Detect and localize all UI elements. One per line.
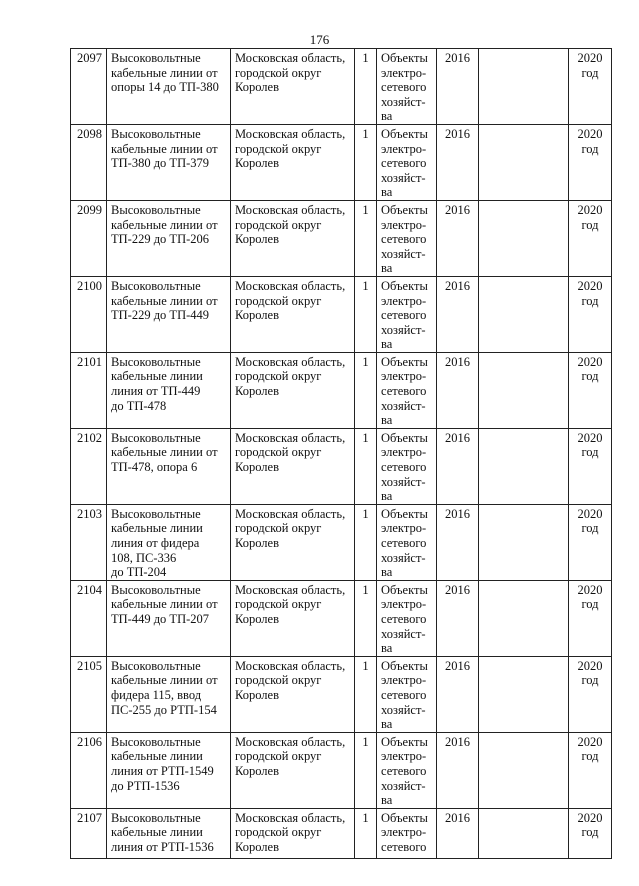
quantity-cell: 1 — [355, 276, 377, 352]
object-name-line: кабельные линии — [111, 749, 203, 764]
table-body — [71, 49, 612, 859]
note-cell — [479, 200, 569, 276]
object-name-line: опоры 14 до ТП-380 — [111, 80, 219, 95]
year-cell: 2016 — [437, 808, 479, 858]
location-line: Королев — [235, 80, 279, 95]
table-row — [71, 656, 612, 732]
location-line: городской округ — [235, 65, 322, 80]
note-cell — [479, 732, 569, 808]
object-type-cell — [377, 352, 437, 428]
object-type-line: сетевого — [381, 460, 427, 475]
object-type-line: хозяйст- — [381, 778, 426, 793]
note-cell — [479, 124, 569, 200]
object-type-line: Объекты — [381, 278, 428, 293]
object-type-line: хозяйст- — [381, 94, 426, 109]
deadline-cell — [569, 124, 612, 200]
location-cell — [231, 124, 355, 200]
object-type-line: хозяйст- — [381, 626, 426, 641]
note-cell — [479, 428, 569, 504]
object-name-line: до ТП-204 — [111, 565, 167, 580]
object-name-line: до РТП-1536 — [111, 778, 180, 793]
location-cell — [231, 656, 355, 732]
location-cell — [231, 49, 355, 125]
object-type-cell — [377, 504, 437, 580]
object-type-line: электро- — [381, 521, 427, 536]
deadline-line: 2020 — [577, 430, 603, 445]
object-type-line: Объекты — [381, 354, 428, 369]
deadline-line: год — [581, 293, 599, 308]
deadline-line: год — [581, 749, 599, 764]
quantity-cell: 1 — [355, 124, 377, 200]
object-type-line: Объекты — [381, 810, 428, 825]
object-name-line: кабельные линии от — [111, 597, 218, 612]
location-line: Королев — [235, 536, 279, 550]
deadline-cell — [569, 808, 612, 858]
location-cell — [231, 732, 355, 808]
deadline-line: год — [581, 825, 599, 840]
location-line: Королев — [235, 687, 279, 702]
object-name-line: кабельные линии от — [111, 65, 218, 80]
table-row — [71, 504, 612, 580]
object-name-line: кабельные линии — [111, 825, 203, 840]
object-name-cell — [107, 732, 231, 808]
location-line: Королев — [235, 460, 279, 475]
object-type-cell — [377, 124, 437, 200]
location-line: Московская область, — [235, 582, 346, 597]
deadline-line: год — [581, 369, 599, 384]
table-row — [71, 732, 612, 808]
quantity-cell: 1 — [355, 428, 377, 504]
year-cell: 2016 — [437, 656, 479, 732]
deadline-line: 2020 — [577, 202, 603, 217]
object-type-line: сетевого — [381, 687, 427, 702]
deadline-line: 2020 — [577, 810, 603, 825]
note-cell — [479, 656, 569, 732]
location-cell — [231, 200, 355, 276]
year-cell: 2016 — [437, 580, 479, 656]
object-type-line: хозяйст- — [381, 170, 426, 185]
deadline-line: 2020 — [577, 658, 603, 673]
location-line: Королев — [235, 156, 279, 171]
deadline-line: год — [581, 445, 599, 460]
object-type-cell — [377, 276, 437, 352]
deadline-cell — [569, 504, 612, 580]
object-name-line: кабельные линии от — [111, 141, 218, 156]
object-type-line: ва — [381, 793, 393, 808]
object-name-line: Высоковольтные — [111, 202, 201, 217]
year-cell: 2016 — [437, 732, 479, 808]
deadline-line: год — [581, 65, 599, 80]
object-name-line: Высоковольтные — [111, 278, 201, 293]
deadline-line: год — [581, 521, 599, 536]
quantity-cell: 1 — [355, 200, 377, 276]
deadline-line: год — [581, 597, 599, 612]
deadline-cell — [569, 49, 612, 125]
location-line: городской округ — [235, 597, 322, 612]
location-cell — [231, 276, 355, 352]
deadline-line: год — [581, 141, 599, 156]
location-line: городской округ — [235, 673, 322, 688]
deadline-cell — [569, 732, 612, 808]
deadline-cell — [569, 580, 612, 656]
object-type-line: сетевого — [381, 308, 427, 323]
object-type-line: ва — [381, 489, 393, 504]
object-type-line: Объекты — [381, 51, 428, 65]
object-type-line: ва — [381, 641, 393, 656]
object-type-line: хозяйст- — [381, 702, 426, 717]
object-name-cell — [107, 352, 231, 428]
object-type-line: ва — [381, 717, 393, 732]
table-row — [71, 808, 612, 858]
object-name-cell — [107, 428, 231, 504]
object-type-line: сетевого — [381, 763, 427, 778]
year-cell: 2016 — [437, 504, 479, 580]
location-line: Королев — [235, 611, 279, 626]
object-name-line: фидера 115, ввод — [111, 687, 202, 702]
object-type-cell — [377, 49, 437, 125]
object-type-line: хозяйст- — [381, 550, 426, 565]
object-name-line: кабельные линии — [111, 369, 203, 384]
year-cell: 2016 — [437, 124, 479, 200]
note-cell — [479, 808, 569, 858]
location-line: Московская область, — [235, 202, 346, 217]
year-cell: 2016 — [437, 49, 479, 125]
quantity-cell: 1 — [355, 732, 377, 808]
location-line: Королев — [235, 839, 279, 854]
object-type-line: Объекты — [381, 430, 428, 445]
location-line: городской округ — [235, 141, 322, 156]
object-name-line: Высоковольтные — [111, 126, 201, 141]
object-name-line: ПС-255 до РТП-154 — [111, 702, 217, 717]
object-name-line: ТП-229 до ТП-449 — [111, 308, 210, 323]
note-cell — [479, 580, 569, 656]
row-number-cell: 2107 — [71, 808, 107, 858]
object-type-line: хозяйст- — [381, 246, 426, 261]
object-name-line: линия от фидера — [111, 536, 200, 550]
row-number-cell: 2101 — [71, 352, 107, 428]
object-type-line: хозяйст- — [381, 322, 426, 337]
object-type-line: Объекты — [381, 506, 428, 521]
object-name-line: Высоковольтные — [111, 51, 201, 65]
object-type-cell — [377, 580, 437, 656]
location-line: городской округ — [235, 445, 322, 460]
deadline-line: 2020 — [577, 582, 603, 597]
row-number-cell: 2104 — [71, 580, 107, 656]
object-type-cell — [377, 200, 437, 276]
deadline-line: год — [581, 217, 599, 232]
location-line: Королев — [235, 384, 279, 399]
deadline-line: 2020 — [577, 51, 603, 65]
table-row — [71, 276, 612, 352]
location-line: городской округ — [235, 749, 322, 764]
object-type-cell — [377, 428, 437, 504]
object-type-line: ва — [381, 261, 393, 276]
table-row — [71, 124, 612, 200]
location-line: городской округ — [235, 369, 322, 384]
row-number-cell: 2097 — [71, 49, 107, 125]
object-type-line: сетевого — [381, 536, 427, 550]
object-type-line: ва — [381, 413, 393, 428]
object-name-cell — [107, 49, 231, 125]
location-line: Московская область, — [235, 430, 346, 445]
quantity-cell: 1 — [355, 580, 377, 656]
object-type-line: сетевого — [381, 611, 427, 626]
object-type-line: электро- — [381, 673, 427, 688]
object-type-line: электро- — [381, 445, 427, 460]
note-cell — [479, 504, 569, 580]
object-name-line: кабельные линии от — [111, 217, 218, 232]
object-name-cell — [107, 504, 231, 580]
object-type-line: электро- — [381, 217, 427, 232]
object-name-line: 108, ПС-336 — [111, 550, 177, 565]
deadline-line: год — [581, 673, 599, 688]
object-name-cell — [107, 124, 231, 200]
object-type-line: Объекты — [381, 734, 428, 749]
object-type-line: электро- — [381, 749, 427, 764]
row-number-cell: 2105 — [71, 656, 107, 732]
deadline-cell — [569, 352, 612, 428]
object-type-line: сетевого — [381, 232, 427, 247]
table-row — [71, 352, 612, 428]
row-number-cell: 2098 — [71, 124, 107, 200]
object-name-line: Высоковольтные — [111, 658, 201, 673]
quantity-cell: 1 — [355, 808, 377, 858]
object-type-cell — [377, 732, 437, 808]
location-cell — [231, 504, 355, 580]
row-number-cell: 2100 — [71, 276, 107, 352]
location-cell — [231, 428, 355, 504]
deadline-line: 2020 — [577, 278, 603, 293]
location-line: Московская область, — [235, 734, 346, 749]
object-type-line: хозяйст- — [381, 398, 426, 413]
object-name-line: ТП-229 до ТП-206 — [111, 232, 210, 247]
location-line: Королев — [235, 232, 279, 247]
object-name-cell — [107, 656, 231, 732]
register-table — [70, 48, 612, 859]
location-line: городской округ — [235, 825, 322, 840]
quantity-cell: 1 — [355, 49, 377, 125]
object-type-line: электро- — [381, 597, 427, 612]
row-number-cell: 2102 — [71, 428, 107, 504]
object-name-line: ТП-478, опора 6 — [111, 460, 198, 475]
row-number-cell: 2106 — [71, 732, 107, 808]
object-type-line: электро- — [381, 293, 427, 308]
object-name-line: линия от РТП-1549 — [111, 763, 214, 778]
object-name-line: линия от РТП-1536 — [111, 839, 214, 854]
deadline-line: 2020 — [577, 354, 603, 369]
object-name-line: кабельные линии от — [111, 673, 218, 688]
note-cell — [479, 276, 569, 352]
page-number: 176 — [309, 32, 330, 47]
object-name-line: кабельные линии от — [111, 293, 218, 308]
table-row — [71, 580, 612, 656]
object-name-cell — [107, 276, 231, 352]
table-row — [71, 49, 612, 125]
object-name-line: до ТП-478 — [111, 398, 167, 413]
location-line: Московская область, — [235, 126, 346, 141]
location-line: Королев — [235, 763, 279, 778]
object-type-line: ва — [381, 185, 393, 200]
object-type-line: сетевого — [381, 80, 427, 95]
location-line: Московская область, — [235, 658, 346, 673]
object-name-cell — [107, 200, 231, 276]
location-line: городской округ — [235, 521, 322, 536]
row-number-cell: 2099 — [71, 200, 107, 276]
deadline-line: 2020 — [577, 734, 603, 749]
location-line: городской округ — [235, 217, 322, 232]
note-cell — [479, 49, 569, 125]
object-type-cell — [377, 656, 437, 732]
object-name-line: Высоковольтные — [111, 810, 201, 825]
object-type-line: Объекты — [381, 658, 428, 673]
location-line: Московская область, — [235, 506, 346, 521]
location-line: Московская область, — [235, 278, 346, 293]
object-type-line: сетевого — [381, 384, 427, 399]
object-type-line: электро- — [381, 65, 427, 80]
object-name-line: кабельные линии — [111, 521, 203, 536]
deadline-cell — [569, 656, 612, 732]
location-line: Московская область, — [235, 810, 346, 825]
object-name-line: линия от ТП-449 — [111, 384, 201, 399]
row-number-cell: 2103 — [71, 504, 107, 580]
object-type-line: сетевого — [381, 839, 427, 854]
year-cell: 2016 — [437, 200, 479, 276]
object-name-line: Высоковольтные — [111, 430, 201, 445]
location-cell — [231, 352, 355, 428]
object-type-line: сетевого — [381, 156, 427, 171]
quantity-cell: 1 — [355, 352, 377, 428]
object-name-cell — [107, 808, 231, 858]
object-name-line: Высоковольтные — [111, 506, 201, 521]
location-line: Московская область, — [235, 51, 346, 65]
location-line: Королев — [235, 308, 279, 323]
object-type-line: ва — [381, 109, 393, 124]
location-line: Московская область, — [235, 354, 346, 369]
year-cell: 2016 — [437, 276, 479, 352]
deadline-cell — [569, 276, 612, 352]
object-name-line: ТП-380 до ТП-379 — [111, 156, 210, 171]
object-type-line: хозяйст- — [381, 474, 426, 489]
object-name-line: кабельные линии от — [111, 445, 218, 460]
quantity-cell: 1 — [355, 656, 377, 732]
object-type-line: электро- — [381, 141, 427, 156]
object-type-line: Объекты — [381, 126, 428, 141]
object-type-cell — [377, 808, 437, 858]
table-row — [71, 428, 612, 504]
object-name-line: Высоковольтные — [111, 582, 201, 597]
object-type-line: Объекты — [381, 582, 428, 597]
object-name-line: Высоковольтные — [111, 734, 201, 749]
location-cell — [231, 808, 355, 858]
deadline-line: 2020 — [577, 126, 603, 141]
object-name-cell — [107, 580, 231, 656]
deadline-cell — [569, 200, 612, 276]
object-name-line: Высоковольтные — [111, 354, 201, 369]
object-name-line: ТП-449 до ТП-207 — [111, 611, 210, 626]
object-type-line: электро- — [381, 369, 427, 384]
object-type-line: электро- — [381, 825, 427, 840]
quantity-cell: 1 — [355, 504, 377, 580]
table-row — [71, 200, 612, 276]
location-cell — [231, 580, 355, 656]
location-line: городской округ — [235, 293, 322, 308]
note-cell — [479, 352, 569, 428]
deadline-cell — [569, 428, 612, 504]
object-type-line: ва — [381, 337, 393, 352]
year-cell: 2016 — [437, 352, 479, 428]
object-type-line: Объекты — [381, 202, 428, 217]
deadline-line: 2020 — [577, 506, 603, 521]
year-cell: 2016 — [437, 428, 479, 504]
object-type-line: ва — [381, 565, 393, 580]
